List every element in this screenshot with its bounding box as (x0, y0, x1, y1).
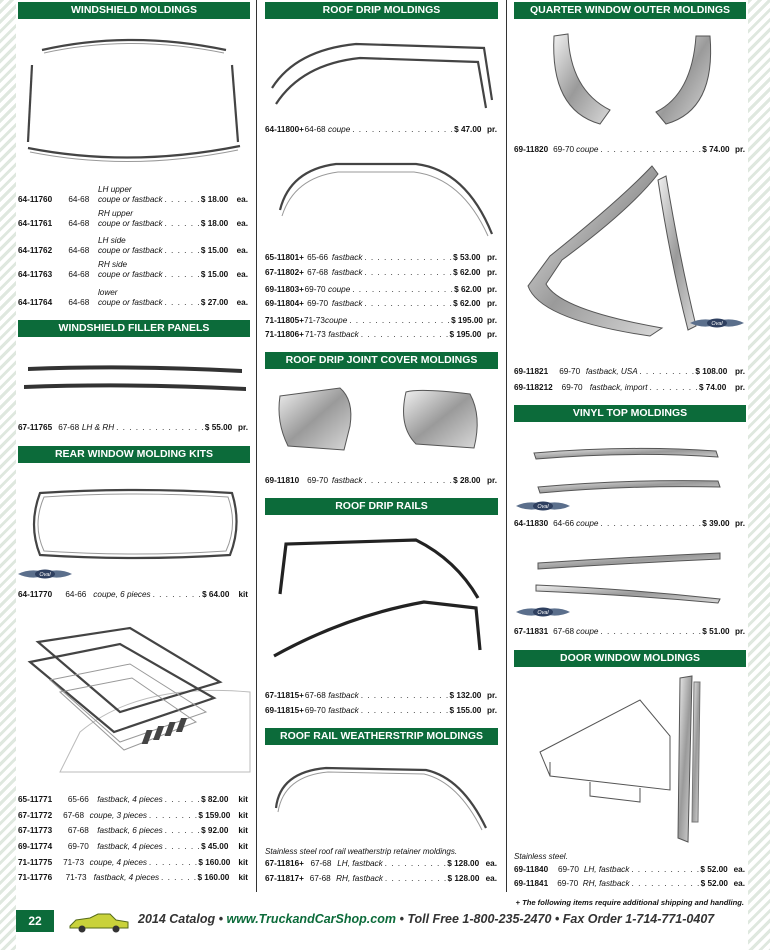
quarter-row-1 (514, 144, 745, 154)
unit: ea. (236, 245, 248, 255)
separator: • (218, 912, 223, 926)
part-number: 67-11773 (18, 825, 53, 835)
price: $ 51.00 (702, 626, 730, 636)
year-range: 64-68 (68, 269, 90, 279)
description: fastback, 4 pieces . . . . . . (93, 872, 198, 882)
section-header-vinyl-top: VINYL TOP MOLDINGS (514, 405, 746, 422)
year-range: 69-70 (557, 878, 579, 888)
roof-drip-row-2 (265, 252, 497, 262)
price: $ 55.00 (204, 422, 233, 432)
description: RH, fastback . . . . . . . . . . (336, 873, 448, 883)
roof-drip-row-6 (265, 315, 497, 325)
oval-logo-icon (516, 500, 570, 512)
year-range: 64-68 (68, 218, 90, 228)
year-range: 71-73 (63, 857, 85, 867)
svg-text:Oval: Oval (537, 610, 549, 616)
price: $ 155.00 (449, 705, 482, 715)
description: LH side coupe or fastback . . . . . . (97, 236, 201, 255)
part-number: 69-11821 (514, 366, 549, 376)
catalog-year: 2014 Catalog (138, 912, 216, 926)
left-pattern-border (0, 0, 16, 950)
year-range: 67-68 (67, 825, 89, 835)
part-number: 67-11815+ (265, 690, 304, 700)
filler-row-1 (18, 422, 248, 432)
rear-row-2 (18, 794, 248, 804)
unit: kit (238, 825, 248, 835)
description: fastback . . . . . . . . . . . . . . (328, 329, 450, 339)
rear-row-7 (18, 872, 248, 882)
description: fastback . . . . . . . . . . . . . . (331, 475, 454, 485)
page-number: 22 (16, 910, 54, 932)
unit: ea. (485, 858, 497, 868)
quarter-row-3 (514, 382, 745, 392)
section-header-roof-rail: ROOF RAIL WEATHERSTRIP MOLDINGS (265, 728, 498, 745)
separator: • (554, 912, 560, 926)
rear-row-4 (18, 825, 248, 835)
description: LH upper coupe or fastback . . . . . . (97, 185, 201, 204)
rear-row-5 (18, 841, 248, 851)
description: fastback . . . . . . . . . . . . . . (328, 705, 450, 715)
shipping-note: + The following items require additional shipping and handling. (515, 898, 744, 907)
price: $ 53.00 (453, 252, 481, 262)
description: coupe, 4 pieces . . . . . . . . (89, 857, 199, 867)
part-number: 71-11775 (18, 857, 53, 867)
unit: kit (238, 589, 248, 599)
door-row-2 (514, 878, 745, 888)
year-range: 69-70 (561, 382, 583, 392)
unit: pr. (486, 315, 497, 325)
description: RH, fastback . . . . . . . . . . . (582, 878, 701, 888)
part-number: 67-11831 (514, 626, 549, 636)
vinyl-top-6768-illustration (520, 545, 745, 605)
description: fastback, 6 pieces . . . . . . (97, 825, 202, 835)
oval-logo-icon (516, 606, 570, 618)
rear-row-1 (18, 589, 248, 599)
description: coupe, 6 pieces . . . . . . . . (93, 589, 203, 599)
description: LH & RH . . . . . . . . . . . . . . (81, 422, 205, 432)
unit: pr. (237, 422, 248, 432)
part-number: 69-11810 (265, 475, 300, 485)
description: fastback, USA . . . . . . . . . (585, 366, 696, 376)
description: coupe . . . . . . . . . . . . . . . . (327, 124, 455, 134)
price: $ 64.00 (202, 589, 230, 599)
year-range: 64-68 (304, 124, 326, 134)
year-range: 69-70 (307, 298, 329, 308)
description: RH upper coupe or fastback . . . . . . (97, 209, 201, 228)
unit: pr. (486, 705, 497, 715)
year-range: 64-68 (68, 245, 90, 255)
unit: pr. (486, 298, 497, 308)
part-number: 64-11760 (18, 194, 53, 204)
unit: kit (238, 841, 248, 851)
part-number: 67-11765 (18, 422, 53, 432)
door-window-illustration (530, 672, 745, 844)
part-number: 69-11774 (18, 841, 53, 851)
price: $ 128.00 (447, 873, 480, 883)
year-range: 71-73 (65, 872, 87, 882)
price: $ 52.00 (700, 878, 728, 888)
unit: pr. (486, 284, 497, 294)
year-range: 67-68 (58, 422, 80, 432)
section-header-windshield-filler: WINDSHIELD FILLER PANELS (18, 320, 250, 337)
unit: pr. (734, 626, 745, 636)
part-number: 71-11776 (18, 872, 53, 882)
unit: pr. (486, 475, 497, 485)
windshield-filler-illustration (20, 355, 250, 400)
price: $ 18.00 (200, 194, 229, 204)
description: fastback . . . . . . . . . . . . . . (328, 690, 450, 700)
unit: kit (238, 857, 248, 867)
price: $ 15.00 (200, 245, 229, 255)
column-divider-1 (256, 0, 257, 892)
description: fastback, 4 pieces . . . . . . (97, 794, 202, 804)
part-number: 67-11802+ (265, 267, 304, 277)
description: fastback . . . . . . . . . . . . . . (331, 298, 454, 308)
part-number: 67-11816+ (265, 858, 304, 868)
section-header-quarter-window: QUARTER WINDOW OUTER MOLDINGS (514, 2, 746, 19)
description: RH side coupe or fastback . . . . . . (97, 260, 201, 279)
section-header-rear-window: REAR WINDOW MOLDING KITS (18, 446, 250, 463)
unit: kit (238, 872, 249, 882)
oval-logo-icon (690, 317, 744, 329)
windshield-row-5 (18, 287, 248, 307)
price: $ 27.00 (200, 297, 229, 307)
section-header-roof-drip-joint: ROOF DRIP JOINT COVER MOLDINGS (265, 352, 498, 369)
year-range: 71-73 (303, 315, 325, 325)
price: $ 92.00 (201, 825, 229, 835)
roof-drip-rails-row-2 (265, 705, 497, 715)
part-number: 64-11763 (18, 269, 53, 279)
rear-row-3 (18, 810, 248, 820)
roof-rail-note: Stainless steel roof rail weatherstrip retainer moldings. (265, 847, 458, 856)
right-pattern-border (748, 0, 770, 950)
part-number: 71-11805+ (265, 315, 304, 325)
part-number: 67-11772 (18, 810, 53, 820)
price: $ 159.00 (198, 810, 231, 820)
unit: pr. (486, 690, 497, 700)
rear-window-illustration (20, 485, 250, 565)
unit: pr. (486, 124, 497, 134)
roof-drip-joint-row-1 (265, 475, 497, 485)
year-range: 67-68 (553, 626, 575, 636)
unit: ea. (236, 269, 248, 279)
price: $ 18.00 (200, 218, 229, 228)
unit: pr. (734, 382, 745, 392)
unit: ea. (236, 297, 248, 307)
year-range: 67-68 (310, 858, 332, 868)
roof-drip-coupe-illustration (266, 30, 496, 110)
year-range: 64-68 (68, 194, 90, 204)
price: $ 108.00 (695, 366, 728, 376)
description: LH, fastback . . . . . . . . . . (337, 858, 448, 868)
part-number: 64-11830 (514, 518, 549, 528)
part-number: 69-11841 (514, 878, 549, 888)
year-range: 65-66 (307, 252, 329, 262)
part-number: 64-11800+ (265, 124, 304, 134)
part-number: 64-11764 (18, 297, 53, 307)
column-divider-2 (506, 0, 507, 892)
price: $ 62.00 (453, 267, 481, 277)
unit: pr. (734, 144, 745, 154)
toll-free-number: Toll Free 1-800-235-2470 (407, 912, 552, 926)
year-range: 69-70 (67, 841, 89, 851)
year-range: 69-70 (307, 475, 329, 485)
part-number: 65-11801+ (265, 252, 304, 262)
description: LH, fastback . . . . . . . . . . . (583, 864, 701, 874)
price: $ 82.00 (201, 794, 229, 804)
svg-text:Oval: Oval (537, 504, 549, 510)
year-range: 67-68 (63, 810, 85, 820)
roof-drip-joint-illustration (270, 386, 495, 456)
part-number: 67-11817+ (265, 873, 304, 883)
roof-drip-rails-row-1 (265, 690, 497, 700)
roof-drip-row-7 (265, 329, 497, 339)
description: coupe . . . . . . . . . . . . . . . . (576, 144, 703, 154)
roof-drip-row-5 (265, 298, 497, 308)
price: $ 128.00 (447, 858, 480, 868)
price: $ 47.00 (454, 124, 482, 134)
roof-drip-row-3 (265, 267, 497, 277)
roof-rail-row-1 (265, 858, 497, 868)
unit: ea. (236, 194, 248, 204)
windshield-row-3 (18, 235, 248, 255)
part-number: 64-11761 (18, 218, 53, 228)
year-range: 69-70 (557, 864, 579, 874)
unit: ea. (485, 873, 497, 883)
part-number: 65-11771 (18, 794, 53, 804)
unit: ea. (733, 864, 745, 874)
description: fastback, 4 pieces . . . . . . (97, 841, 202, 851)
unit: pr. (734, 366, 745, 376)
year-range: 69-70 (553, 144, 575, 154)
price: $ 160.00 (198, 857, 231, 867)
roof-drip-fastback-illustration (266, 150, 496, 240)
year-range: 69-70 (304, 705, 326, 715)
description: coupe . . . . . . . . . . . . . . . . (576, 626, 703, 636)
year-range: 67-68 (309, 873, 331, 883)
price: $ 74.00 (698, 382, 727, 392)
windshield-moldings-illustration (20, 30, 250, 180)
windshield-row-4 (18, 259, 248, 279)
section-header-roof-drip: ROOF DRIP MOLDINGS (265, 2, 498, 19)
roof-drip-rails-illustration (266, 530, 496, 670)
part-number: 71-11806+ (265, 329, 304, 339)
rear-row-6 (18, 857, 248, 867)
price: $ 195.00 (451, 315, 483, 325)
svg-text:Oval: Oval (39, 572, 51, 578)
description: lower coupe or fastback . . . . . . (97, 288, 201, 307)
section-header-roof-drip-rails: ROOF DRIP RAILS (265, 498, 498, 515)
price: $ 28.00 (453, 475, 481, 485)
part-number: 69-11804+ (265, 298, 304, 308)
unit: pr. (486, 267, 497, 277)
year-range: 64-66 (553, 518, 575, 528)
door-window-note: Stainless steel. (514, 852, 568, 861)
description: coupe . . . . . . . . . . . . . . . . (324, 315, 452, 325)
quarter-row-2 (514, 366, 745, 376)
price: $ 52.00 (700, 864, 728, 874)
year-range: 69-70 (559, 366, 581, 376)
price: $ 62.00 (454, 284, 482, 294)
price: $ 195.00 (449, 329, 482, 339)
description: coupe . . . . . . . . . . . . . . . . (327, 284, 455, 294)
price: $ 132.00 (449, 690, 482, 700)
part-number: 64-11762 (18, 245, 53, 255)
windshield-row-1 (18, 184, 248, 204)
year-range: 64-66 (65, 589, 87, 599)
unit: kit (238, 794, 248, 804)
rear-window-kit-illustration (20, 622, 250, 782)
description: fastback . . . . . . . . . . . . . . (331, 267, 454, 277)
price: $ 45.00 (201, 841, 229, 851)
roof-rail-illustration (266, 758, 496, 838)
unit: pr. (734, 518, 745, 528)
year-range: 67-68 (307, 267, 329, 277)
unit: kit (238, 810, 248, 820)
vinyl-top-6466-illustration (520, 435, 745, 505)
windshield-row-2 (18, 208, 248, 228)
part-number: 69-11803+ (265, 284, 304, 294)
unit: pr. (486, 252, 497, 262)
roof-rail-row-2 (265, 873, 497, 883)
part-number: 64-11770 (18, 589, 53, 599)
footer-contact-line (138, 912, 714, 926)
svg-text:Oval: Oval (711, 321, 723, 327)
part-number: 69-118212 (514, 382, 553, 392)
vinyl-row-2 (514, 626, 745, 636)
section-header-windshield-moldings: WINDSHIELD MOLDINGS (18, 2, 250, 19)
section-header-door-window: DOOR WINDOW MOLDINGS (514, 650, 746, 667)
separator: • (399, 912, 404, 926)
classic-car-icon (66, 910, 132, 934)
description: fastback, import . . . . . . . . (589, 382, 699, 392)
fax-number: Fax Order 1-714-771-0407 (562, 912, 715, 926)
price: $ 160.00 (197, 872, 230, 882)
quarter-window-coupe-illustration (540, 30, 730, 130)
year-range: 65-66 (67, 794, 89, 804)
description: fastback . . . . . . . . . . . . . . (331, 252, 454, 262)
year-range: 69-70 (304, 284, 326, 294)
roof-drip-row-4 (265, 284, 497, 294)
part-number: 69-11840 (514, 864, 549, 874)
roof-drip-row-1 (265, 124, 497, 134)
year-range: 71-73 (304, 329, 326, 339)
price: $ 62.00 (453, 298, 481, 308)
unit: ea. (733, 878, 745, 888)
unit: pr. (486, 329, 497, 339)
oval-logo-icon (18, 568, 72, 580)
price: $ 39.00 (702, 518, 730, 528)
website-link[interactable]: www.TruckandCarShop.com (226, 912, 396, 926)
part-number: 69-11815+ (265, 705, 304, 715)
year-range: 67-68 (304, 690, 326, 700)
vinyl-row-1 (514, 518, 745, 528)
price: $ 74.00 (702, 144, 730, 154)
unit: ea. (236, 218, 248, 228)
price: $ 15.00 (200, 269, 229, 279)
door-row-1 (514, 864, 745, 874)
description: coupe, 3 pieces . . . . . . . . (89, 810, 199, 820)
part-number: 69-11820 (514, 144, 549, 154)
description: coupe . . . . . . . . . . . . . . . . (576, 518, 703, 528)
year-range: 64-68 (68, 297, 90, 307)
